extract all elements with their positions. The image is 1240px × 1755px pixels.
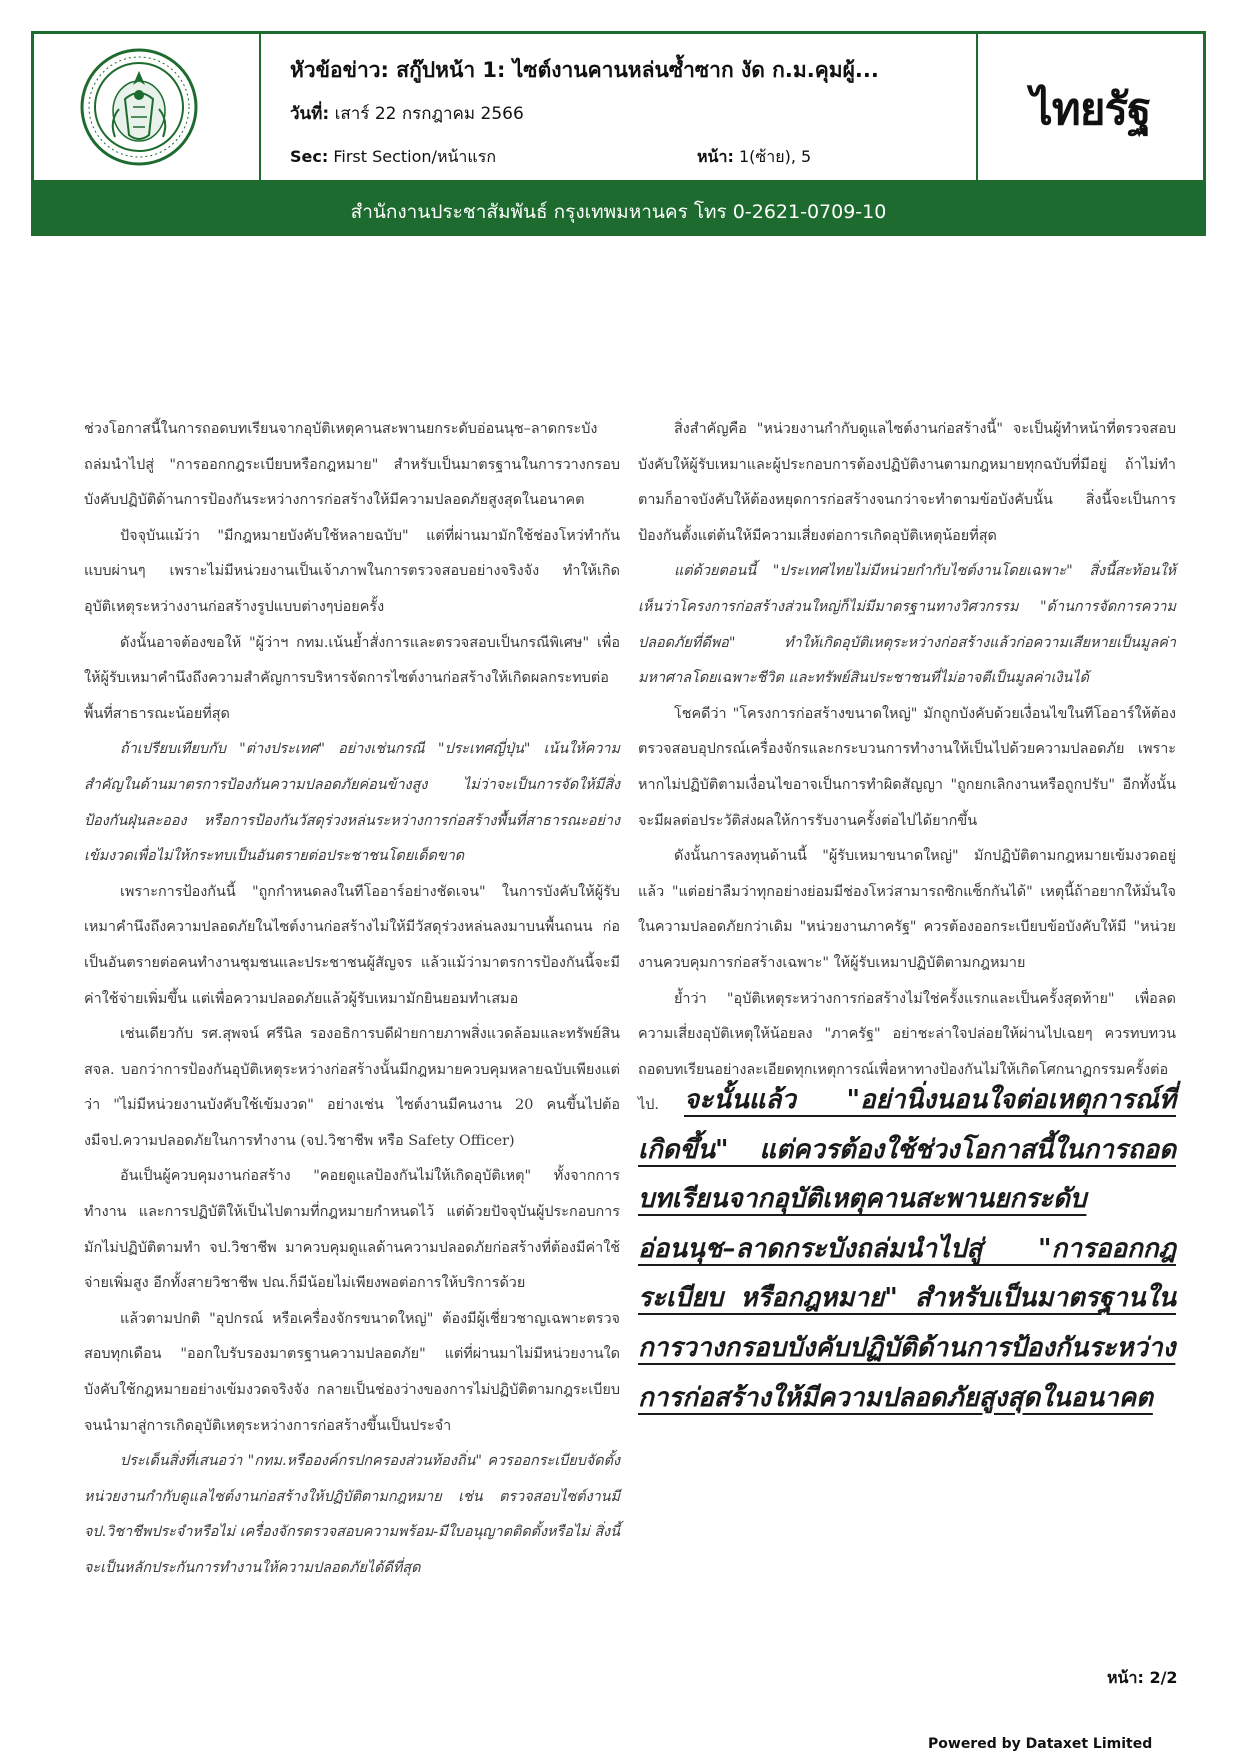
paragraph: ถ้าเปรียบเทียบกับ "ต่างประเทศ" อย่างเช่นกรณี "ประเทศญี่ปุ่น" เน้นให้ความสำคัญในด้านมาตรการป้องกันความปลอดภัยค่อนข้างสูง ไม่ว่าจะเป็นการจัดให้มีสิ่งป้องกันฝุ่นละออง หรือการป้องกันวัสดุร่วงหล่นระหว่างการก่อสร้างพื้นที่สาธารณะอย่างเข้มงวดเพื่อไม่ให้กระทบเป็นอันตรายต่อประชาชนโดยเด็ดขาด (84, 741, 620, 865)
publication-logo: ไทยรัฐ (1030, 84, 1151, 135)
section-label: Sec: (290, 147, 329, 166)
headline (290, 54, 879, 87)
page-number-label: หน้า: (1107, 1668, 1144, 1687)
bangkok-city-seal-icon (79, 47, 199, 167)
pr-office-banner (31, 183, 1206, 236)
page-ref-label: หน้า: (697, 147, 734, 166)
paragraph: โชคดีว่า "โครงการก่อสร้างขนาดใหญ่" มักถูกบังคับด้วยเงื่อนไขในทีโออาร์ให้ต้องตรวจสอบอุปกรณ์เครื่องจักรและกระบวนการทำงานให้เป็นไปด้วยความปลอดภัย เพราะหากไม่ปฏิบัติตามเงื่อนไขอาจเป็นการทำผิดสัญญา "ถูกยกเลิกงานหรือถูกปรับ" อีกทั้งนั้นจะมีผลต่อประวัติส่งผลให้การรับงานครั้งต่อไปได้ยากขึ้น (638, 705, 1176, 829)
page-number-value: 2/2 (1143, 1668, 1178, 1687)
right-column (638, 412, 1176, 1124)
pull-quote (638, 1076, 1176, 1423)
left-column (84, 412, 620, 1587)
page-ref (697, 145, 811, 170)
paragraph: ปัจจุบันแม้ว่า "มีกฎหมายบังคับใช้หลายฉบับ" แต่ที่ผ่านมามักใช้ช่องโหว่ทำกันแบบผ่านๆ เพราะไม่มีหน่วยงานเป็นเจ้าภาพในการตรวจสอบอย่างจริงจัง ทำให้เกิดอุบัติเหตุระหว่างงานก่อสร้างรูปแบบต่างๆบ่อยครั้ง (84, 527, 620, 615)
article-info (261, 34, 978, 180)
headline-value: สกู๊ปหน้า 1: ไซต์งานคานหล่นซ้ำซาก งัด ก.ม.คุมผู้... (388, 58, 879, 82)
date-label: วันที่: (290, 104, 330, 124)
paragraph: ดังนั้นอาจต้องขอให้ "ผู้ว่าฯ กทม.เน้นย้ำสั่งการและตรวจสอบเป็นกรณีพิเศษ" เพื่อให้ผู้รับเหมาคำนึงถึงความสำคัญการบริหารจัดการไซต์งานก่อสร้างให้เกิดผลกระทบต่อพื้นที่สาธารณะน้อยที่สุด (84, 634, 620, 722)
page-ref-value: 1(ซ้าย), 5 (733, 147, 812, 166)
publication-cell (978, 34, 1203, 180)
paragraph: เพราะการป้องกันนี้ "ถูกกำหนดลงในทีโออาร์อย่างชัดเจน" ในการบังคับให้ผู้รับเหมาคำนึงถึงความปลอดภัยในไซต์งานก่อสร้างไม่ให้มีวัสดุร่วงหล่นลงมาบนพื้นถนน ก่อเป็นอันตรายต่อคนทำงานชุมชนและประชาชนผู้สัญจร แล้วแม้ว่ามาตรการป้องกันนี้จะมีค่าใช้จ่ายเพิ่มขึ้น แต่เพื่อความปลอดภัยแล้วผู้รับเหมามักยินยอมทำเสมอ (84, 883, 620, 1007)
pull-quote-text: จะนั้นแล้ว "อย่านิ่งนอนใจต่อเหตุการณ์ที่เกิดขึ้น" แต่ควรต้องใช้ช่วงโอกาสนี้ในการถอดบทเรียนจากอุบัติเหตุคานสะพานยกระดับอ่อนนุช–ลาดกระบังถล่มนำไปสู่ "การออกกฎระเบียบ หรือกฎหมาย" สำหรับเป็นมาตรฐานในการวางกรอบบังคับปฏิบัติด้านการป้องกันระหว่างการก่อสร้างให้มีความปลอดภัยสูงสุดในอนาคต (638, 1085, 1176, 1413)
paragraph: แต่ด้วยตอนนี้ "ประเทศไทยไม่มีหน่วยกำกับไซต์งานโดยเฉพาะ" สิ่งนี้สะท้อนให้เห็นว่าโครงการก่อสร้างส่วนใหญ่ก็ไม่มีมาตรฐานทางวิศวกรรม "ด้านการจัดการความปลอดภัยที่ดีพอ" ทำให้เกิดอุบัติเหตุระหว่างก่อสร้างแล้วก่อความเสียหายเป็นมูลค่ามหาศาลโดยเฉพาะชีวิต และทรัพย์สินประชาชนที่ไม่อาจตีเป็นมูลค่าเงินได้ (638, 563, 1176, 687)
paragraph: ย้ำว่า "อุบัติเหตุระหว่างการก่อสร้างไม่ใช่ครั้งแรกและเป็นครั้งสุดท้าย" เพื่อลดความเสี่ยงอุบัติเหตุให้น้อยลง "ภาครัฐ" อย่าชะล่าใจปล่อยให้ผ่านไปเฉยๆ ควรทบทวนถอดบทเรียนอย่างละเอียดทุกเหตุการณ์เพื่อหาทางป้องกันไม่ให้เกิดโศกนาฏกรรมครั้งต่อไป. (638, 990, 1176, 1114)
date (290, 100, 524, 127)
powered-by: Powered by Dataxet Limited (928, 1736, 1153, 1752)
banner-text: สำนักงานประชาสัมพันธ์ กรุงเทพมหานคร โทร 0-2621-0709-10 (350, 201, 887, 223)
date-value: เสาร์ 22 กรกฎาคม 2566 (329, 104, 524, 124)
paragraph: แล้วตามปกติ "อุปกรณ์ หรือเครื่องจักรขนาดใหญ่" ต้องมีผู้เชี่ยวชาญเฉพาะตรวจสอบทุกเดือน "ออกใบรับรองมาตรฐานความปลอดภัย" แต่ที่ผ่านมาไม่มีหน่วยงานใดบังคับใช้กฎหมายอย่างเข้มงวดจริงจัง กลายเป็นช่องว่างของการไม่ปฏิบัติตามกฎระเบียบจนนำมาสู่การเกิดอุบัติเหตุระหว่างการก่อสร้างขึ้นเป็นประจำ (84, 1310, 620, 1434)
paragraph: ดังนั้นการลงทุนด้านนี้ "ผู้รับเหมาขนาดใหญ่" มักปฏิบัติตามกฎหมายเข้มงวดอยู่แล้ว "แต่อย่าลืมว่าทุกอย่างย่อมมีช่องโหว่สามารถซิกแซ็กกันได้" เหตุนี้ถ้าอยากให้มั่นใจในความปลอดภัยกว่าเดิม "หน่วยงานภาครัฐ" ควรต้องออกระเบียบข้อบังคับให้มี "หน่วยงานควบคุมการก่อสร้างเฉพาะ" ให้ผู้รับเหมาปฏิบัติตามกฎหมาย (638, 848, 1176, 971)
section (290, 145, 496, 170)
paragraph: ประเด็นสิ่งที่เสนอว่า "กทม.หรือองค์กรปกครองส่วนท้องถิ่น" ควรออกระเบียบจัดตั้งหน่วยงานกำกับดูแลไซต์งานก่อสร้างให้ปฏิบัติตามกฎหมาย เช่น ตรวจสอบไซต์งานมี จป.วิชาชีพประจำหรือไม่ เครื่องจักรตรวจสอบความพร้อม-มีใบอนุญาตติดตั้งหรือไม่ สิ่งนี้จะเป็นหลักประกันการทำงานให้ความปลอดภัยได้ดีที่สุด (84, 1453, 620, 1576)
section-value: First Section/หน้าแรก (328, 147, 497, 166)
paragraph: ช่วงโอกาสนี้ในการถอดบทเรียนจากอุบัติเหตุคานสะพานยกระดับอ่อนนุช–ลาดกระบังถล่มนำไปสู่ "การออกกฎระเบียบหรือกฎหมาย" สำหรับเป็นมาตรฐานในการวางกรอบบังคับปฏิบัติด้านการป้องกันระหว่างการก่อสร้างให้มีความปลอดภัยสูงสุดในอนาคต (84, 421, 620, 509)
paragraph: อันเป็นผู้ควบคุมงานก่อสร้าง "คอยดูแลป้องกันไม่ให้เกิดอุบัติเหตุ" ทั้งจากการทำงาน และการปฏิบัติให้เป็นไปตามที่กฎหมายกำหนดไว้ แต่ด้วยปัจจุบันผู้ประกอบการมักไม่ปฏิบัติตามทำ จป.วิชาชีพ มาควบคุมดูแลด้านความปลอดภัยก่อสร้างที่ต้องมีค่าใช้จ่ายเพิ่มสูง อีกทั้งสายวิชาชีพ ปณ.ก็มีน้อยไม่เพียงพอต่อการให้บริการด้วย (84, 1168, 620, 1292)
page-number (1107, 1666, 1178, 1691)
header-box (31, 31, 1206, 183)
paragraph: เช่นเดียวกับ รศ.สุพจน์ ศรีนิล รองอธิการบดีฝ่ายกายภาพสิ่งแวดล้อมและทรัพย์สิน สจล. บอกว่าการป้องกันอุบัติเหตุระหว่างก่อสร้างนั้นมีกฎหมายควบคุมหลายฉบับเพียงแต่ว่า "ไม่มีหน่วยงานบังคับใช้เข้มงวด" อย่างเช่น ไซต์งานมีคนงาน 20 คนขึ้นไปต้องมีจป.ความปลอดภัยในการทำงาน (จป.วิชาชีพ หรือ Safety Officer) (84, 1026, 620, 1149)
logo-cell (34, 34, 261, 180)
headline-label: หัวข้อข่าว: (290, 58, 389, 82)
paragraph: สิ่งสำคัญคือ "หน่วยงานกำกับดูแลไซต์งานก่อสร้างนี้" จะเป็นผู้ทำหน้าที่ตรวจสอบบังคับให้ผู้รับเหมาและผู้ประกอบการต้องปฏิบัติงานตามกฎหมายทุกฉบับที่มีอยู่ ถ้าไม่ทำตามก็อาจบังคับให้ต้องหยุดการก่อสร้างจนกว่าจะทำตามข้อบังคับนั้น สิ่งนี้จะเป็นการป้องกันตั้งแต่ต้นให้มีความเสี่ยงต่อการเกิดอุบัติเหตุน้อยที่สุด (638, 421, 1176, 544)
